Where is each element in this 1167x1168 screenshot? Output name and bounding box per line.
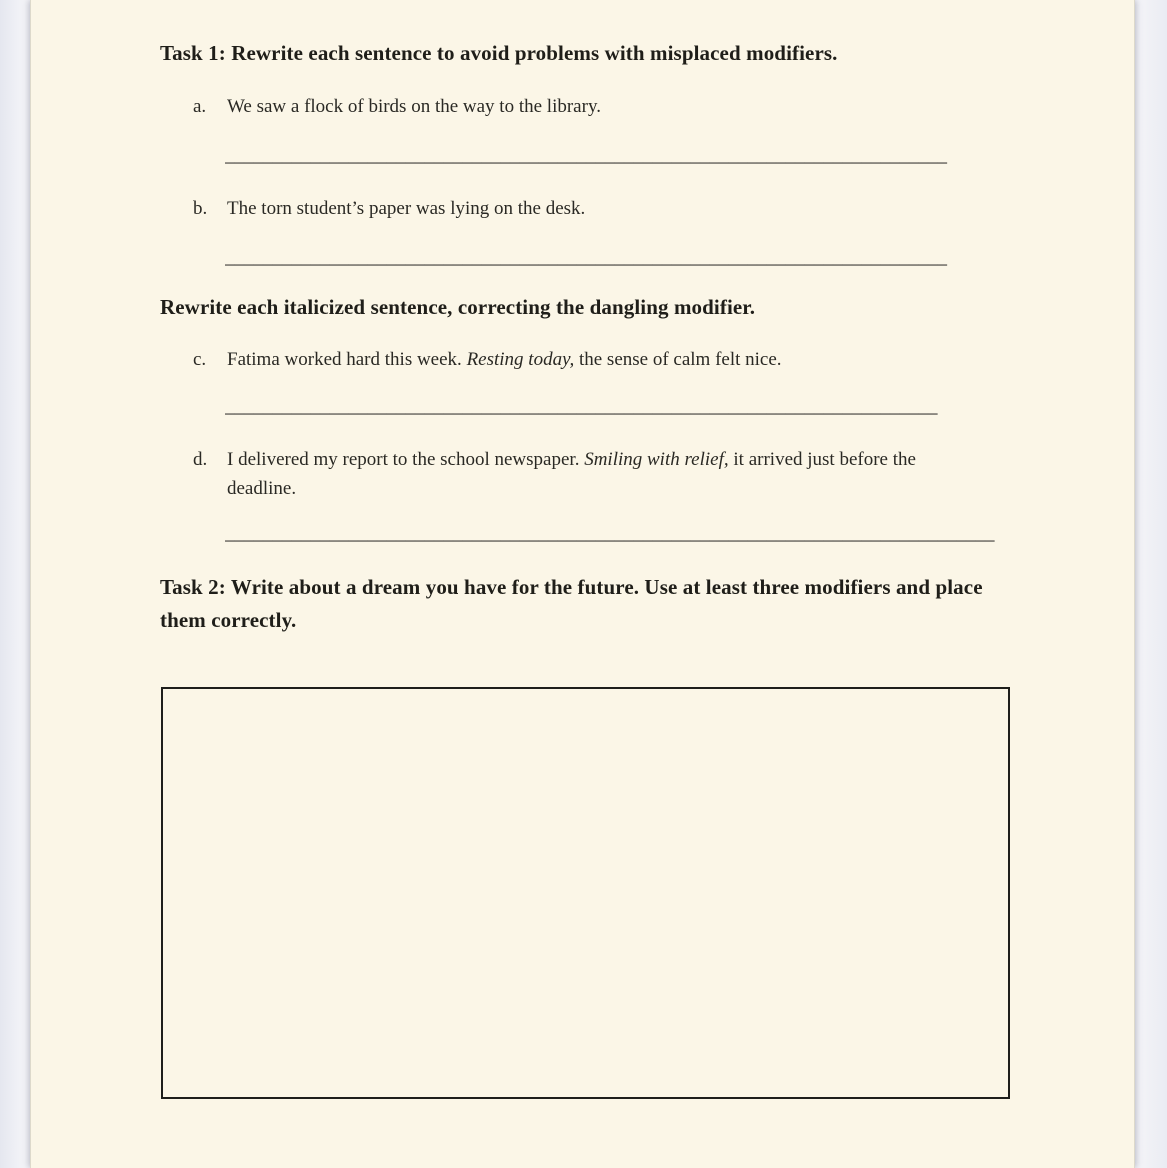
list-item-d <box>160 445 1008 503</box>
app-right-margin <box>1135 0 1167 1168</box>
answer-blank-a[interactable]: ____________________________________________________________________________ <box>225 145 947 166</box>
task1-heading: Task 1: Rewrite each sentence to avoid problems with misplaced modifiers. <box>160 41 838 65</box>
dangling-modifier-subheading: Rewrite each italicized sentence, correcting the dangling modifier. <box>160 295 756 319</box>
item-b-text: The torn student’s paper was lying on the desk. <box>227 198 586 219</box>
item-a-text: We saw a flock of birds on the way to the library. <box>227 96 601 117</box>
page-content <box>160 0 1008 1099</box>
item-b-marker: b. <box>193 198 208 219</box>
item-d-italic-phrase: Smiling with relief, <box>584 449 729 470</box>
document-page <box>30 0 1135 1168</box>
list-item-b <box>160 194 1008 223</box>
item-c-italic-phrase: Resting today, <box>466 349 575 370</box>
item-d-text: I delivered my report to the school newspaper. Smiling with relief, it arrived just before the deadline. <box>227 449 916 499</box>
item-a-marker: a. <box>193 96 207 117</box>
item-c-text: Fatima worked hard this week. Resting today, the sense of calm felt nice. <box>227 349 782 370</box>
item-c-marker: c. <box>193 349 207 370</box>
answer-blank-b[interactable]: ____________________________________________________________________________ <box>225 247 947 268</box>
list-item-c <box>160 345 1008 374</box>
answer-blank-c[interactable]: ___________________________________________________________________________ <box>225 396 938 417</box>
app-left-margin <box>0 0 30 1168</box>
task2-heading: Task 2: Write about a dream you have for the future. Use at least three modifiers and place them correctly. <box>160 575 983 632</box>
answer-blank-d[interactable]: _________________________________________________________________________________ <box>225 523 995 544</box>
list-item-a <box>160 92 1008 121</box>
item-d-marker: d. <box>193 449 208 470</box>
task2-answer-box[interactable] <box>161 687 1010 1099</box>
